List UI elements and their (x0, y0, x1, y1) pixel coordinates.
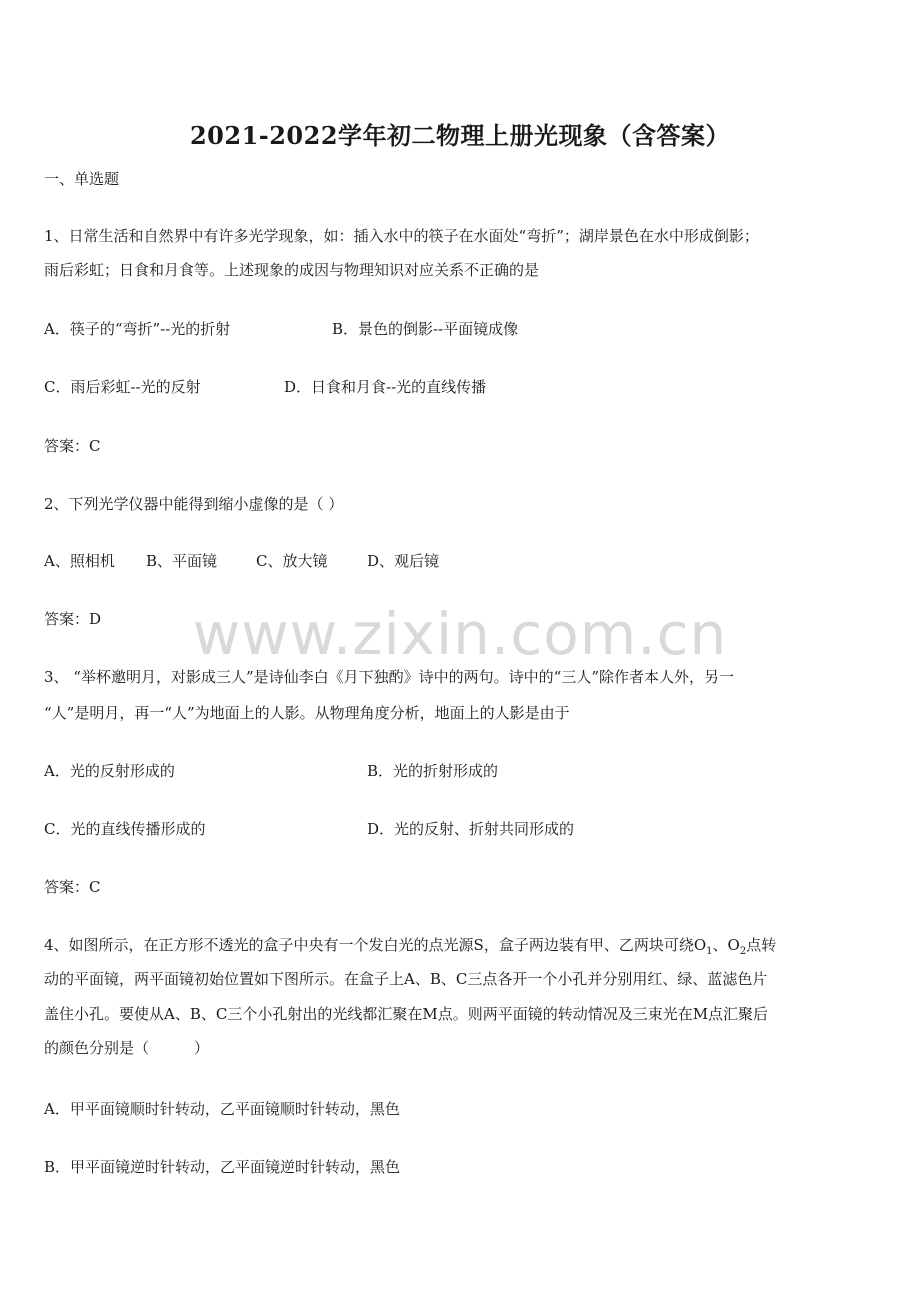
q4-option-b: B．甲平面镜逆时针转动，乙平面镜逆时针转动，黑色 (44, 1158, 401, 1176)
q3-option-d: D．光的反射、折射共同形成的 (367, 820, 575, 838)
q1-option-d: D．日食和月食--光的直线传播 (284, 378, 487, 396)
q3-option-b: B．光的折射形成的 (367, 762, 499, 780)
q4-subscript-1: 1 (706, 946, 713, 957)
q2-option-b: B、平面镜 (146, 552, 218, 570)
q4-stem-line3: 盖住小孔。要使从A、B、C三个小孔射出的光线都汇聚在M点。则两平面镜的转动情况及三束光在M点汇聚后 (44, 1005, 769, 1023)
q3-option-c: C．光的直线传播形成的 (44, 820, 206, 838)
q4-option-a: A．甲平面镜顺时针转动，乙平面镜顺时针转动，黑色 (44, 1100, 400, 1118)
q2-stem: 2、下列光学仪器中能得到缩小虚像的是（ ） (44, 495, 344, 513)
q2-answer: 答案：D (44, 610, 102, 628)
q1-option-b: B．景色的倒影--平面镜成像 (332, 320, 519, 338)
page-title: 2021-2022学年初二物理上册光现象（含答案） (189, 121, 731, 150)
q2-option-c: C、放大镜 (256, 552, 328, 570)
q2-option-d: D、观后镜 (367, 552, 440, 570)
q4-stem-line1 (44, 934, 776, 963)
q3-stem-line2: “人”是明月，再一“人”为地面上的人影。从物理角度分析，地面上的人影是由于 (44, 704, 570, 722)
q1-stem-line1: 1、日常生活和自然界中有许多光学现象，如：插入水中的筷子在水面处“弯折”；湖岸景色在水中形成倒影； (44, 227, 759, 245)
q4-stem-line1-part1: 4、如图所示，在正方形不透光的盒子中央有一个发白光的点光源S，盒子两边装有甲、乙两块可绕O (44, 936, 707, 954)
q3-stem-line1: 3、 “举杯邀明月，对影成三人”是诗仙李白《月下独酌》诗中的两句。诗中的“三人”除作者本人外，另一 (44, 668, 734, 686)
q4-stem-line1-part3: 点转 (746, 936, 777, 954)
q4-stem-line4: 的颜色分别是（ ） (44, 1039, 210, 1057)
q1-option-a: A．筷子的“弯折”--光的折射 (44, 320, 231, 338)
q4-subscript-2: 2 (739, 946, 747, 957)
q4-stem-line1-part2: 、O (712, 936, 740, 954)
q4-stem-line2: 动的平面镜，两平面镜初始位置如下图所示。在盒子上A、B、C三点各开一个小孔并分别用红、绿、蓝滤色片 (44, 970, 768, 988)
q1-option-c: C．雨后彩虹--光的反射 (44, 378, 201, 396)
watermark: www.zixin.com.cn (192, 600, 728, 668)
q3-answer: 答案：C (44, 878, 101, 896)
q2-option-a: A、照相机 (44, 552, 115, 570)
q1-answer: 答案：C (44, 437, 101, 455)
q1-stem-line2: 雨后彩虹；日食和月食等。上述现象的成因与物理知识对应关系不正确的是 (44, 261, 540, 279)
section-heading: 一、单选题 (44, 170, 120, 188)
q3-option-a: A．光的反射形成的 (44, 762, 175, 780)
